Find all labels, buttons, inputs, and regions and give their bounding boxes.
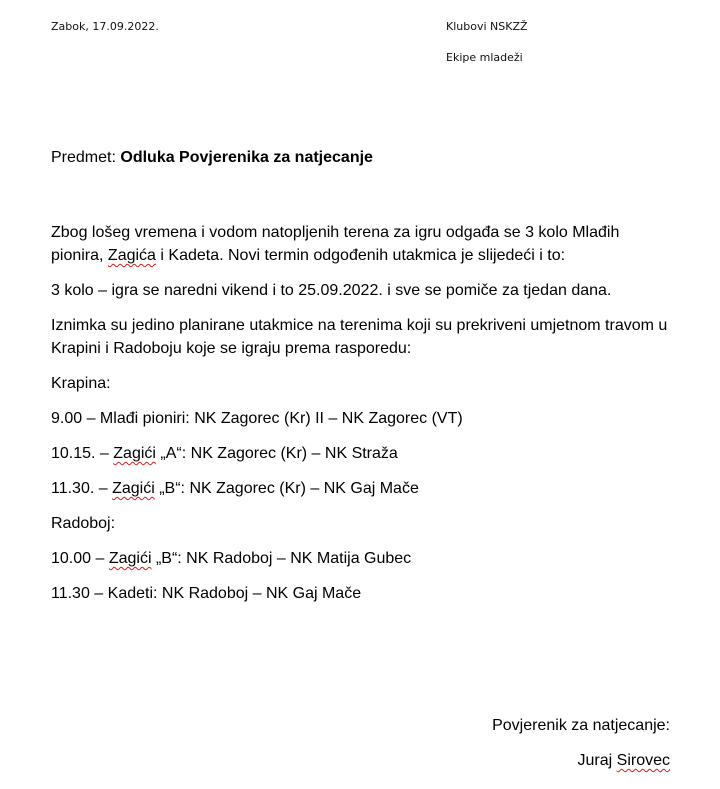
spellcheck-word: Zagići [112,480,155,497]
subject-label: Predmet: [51,149,116,166]
signature-name [492,749,670,772]
subject-line [51,149,373,167]
k3-time: 11.30. – [51,480,113,497]
recipient-line-clubs: Klubovi NSKZŽ [446,20,528,33]
signature-block [492,714,670,784]
recipient-block [446,20,528,82]
paragraph-exception: Iznimka su jedino planirane utakmice na terenima koji su prekriveni umjetnom travom u Krapini i Radoboju koje se igraju prema rasporedu: [51,317,668,357]
paragraph-postponement [51,221,671,267]
k2-teams: „A“: NK Zagorec (Kr) – NK Straža [155,445,398,462]
place-date: Zabok, 17.09.2022. [51,20,159,33]
k2-time: 10.15. – [51,445,114,462]
spellcheck-word: Zagići [108,550,152,567]
k3-teams: „B“: NK Zagorec (Kr) – NK Gaj Mače [154,480,419,497]
recipient-line-youth: Ekipe mladeži [446,51,523,64]
spellcheck-word: Zagića [107,247,156,264]
p1-text-a: Zbog lošeg vremena i vodom natopljenih terena za igru odgađa se 3 kolo Mlađih pionira, [51,224,620,264]
krapina-label: Krapina: [51,375,111,392]
match-krapina-3 [51,477,671,500]
letter-body [51,221,671,617]
spellcheck-word: Zagići [113,445,156,462]
signature-role: Povjerenik za natjecanje: [492,717,670,734]
r1-teams: „B“: NK Radoboj – NK Matija Gubec [151,550,412,567]
p1-text-b: i Kadeta. Novi termin odgođenih utakmica je slijedeći i to: [155,247,566,264]
paragraph-new-date: 3 kolo – igra se naredni vikend i to 25.09.2022. i sve se pomiče za tjedan dana. [51,282,612,299]
signature-last-name: Sirovec [616,752,670,769]
match-radoboj-1 [51,547,671,570]
subject-title: Odluka Povjerenika za natjecanje [120,149,373,166]
match-radoboj-2: 11.30 – Kadeti: NK Radoboj – NK Gaj Mače [51,585,362,602]
signature-first-name: Juraj [577,752,613,769]
radoboj-label: Radoboj: [51,515,116,532]
match-krapina-1: 9.00 – Mlađi pioniri: NK Zagorec (Kr) II – NK Zagorec (VT) [51,410,463,427]
r1-time: 10.00 – [51,550,109,567]
match-krapina-2 [51,442,671,465]
